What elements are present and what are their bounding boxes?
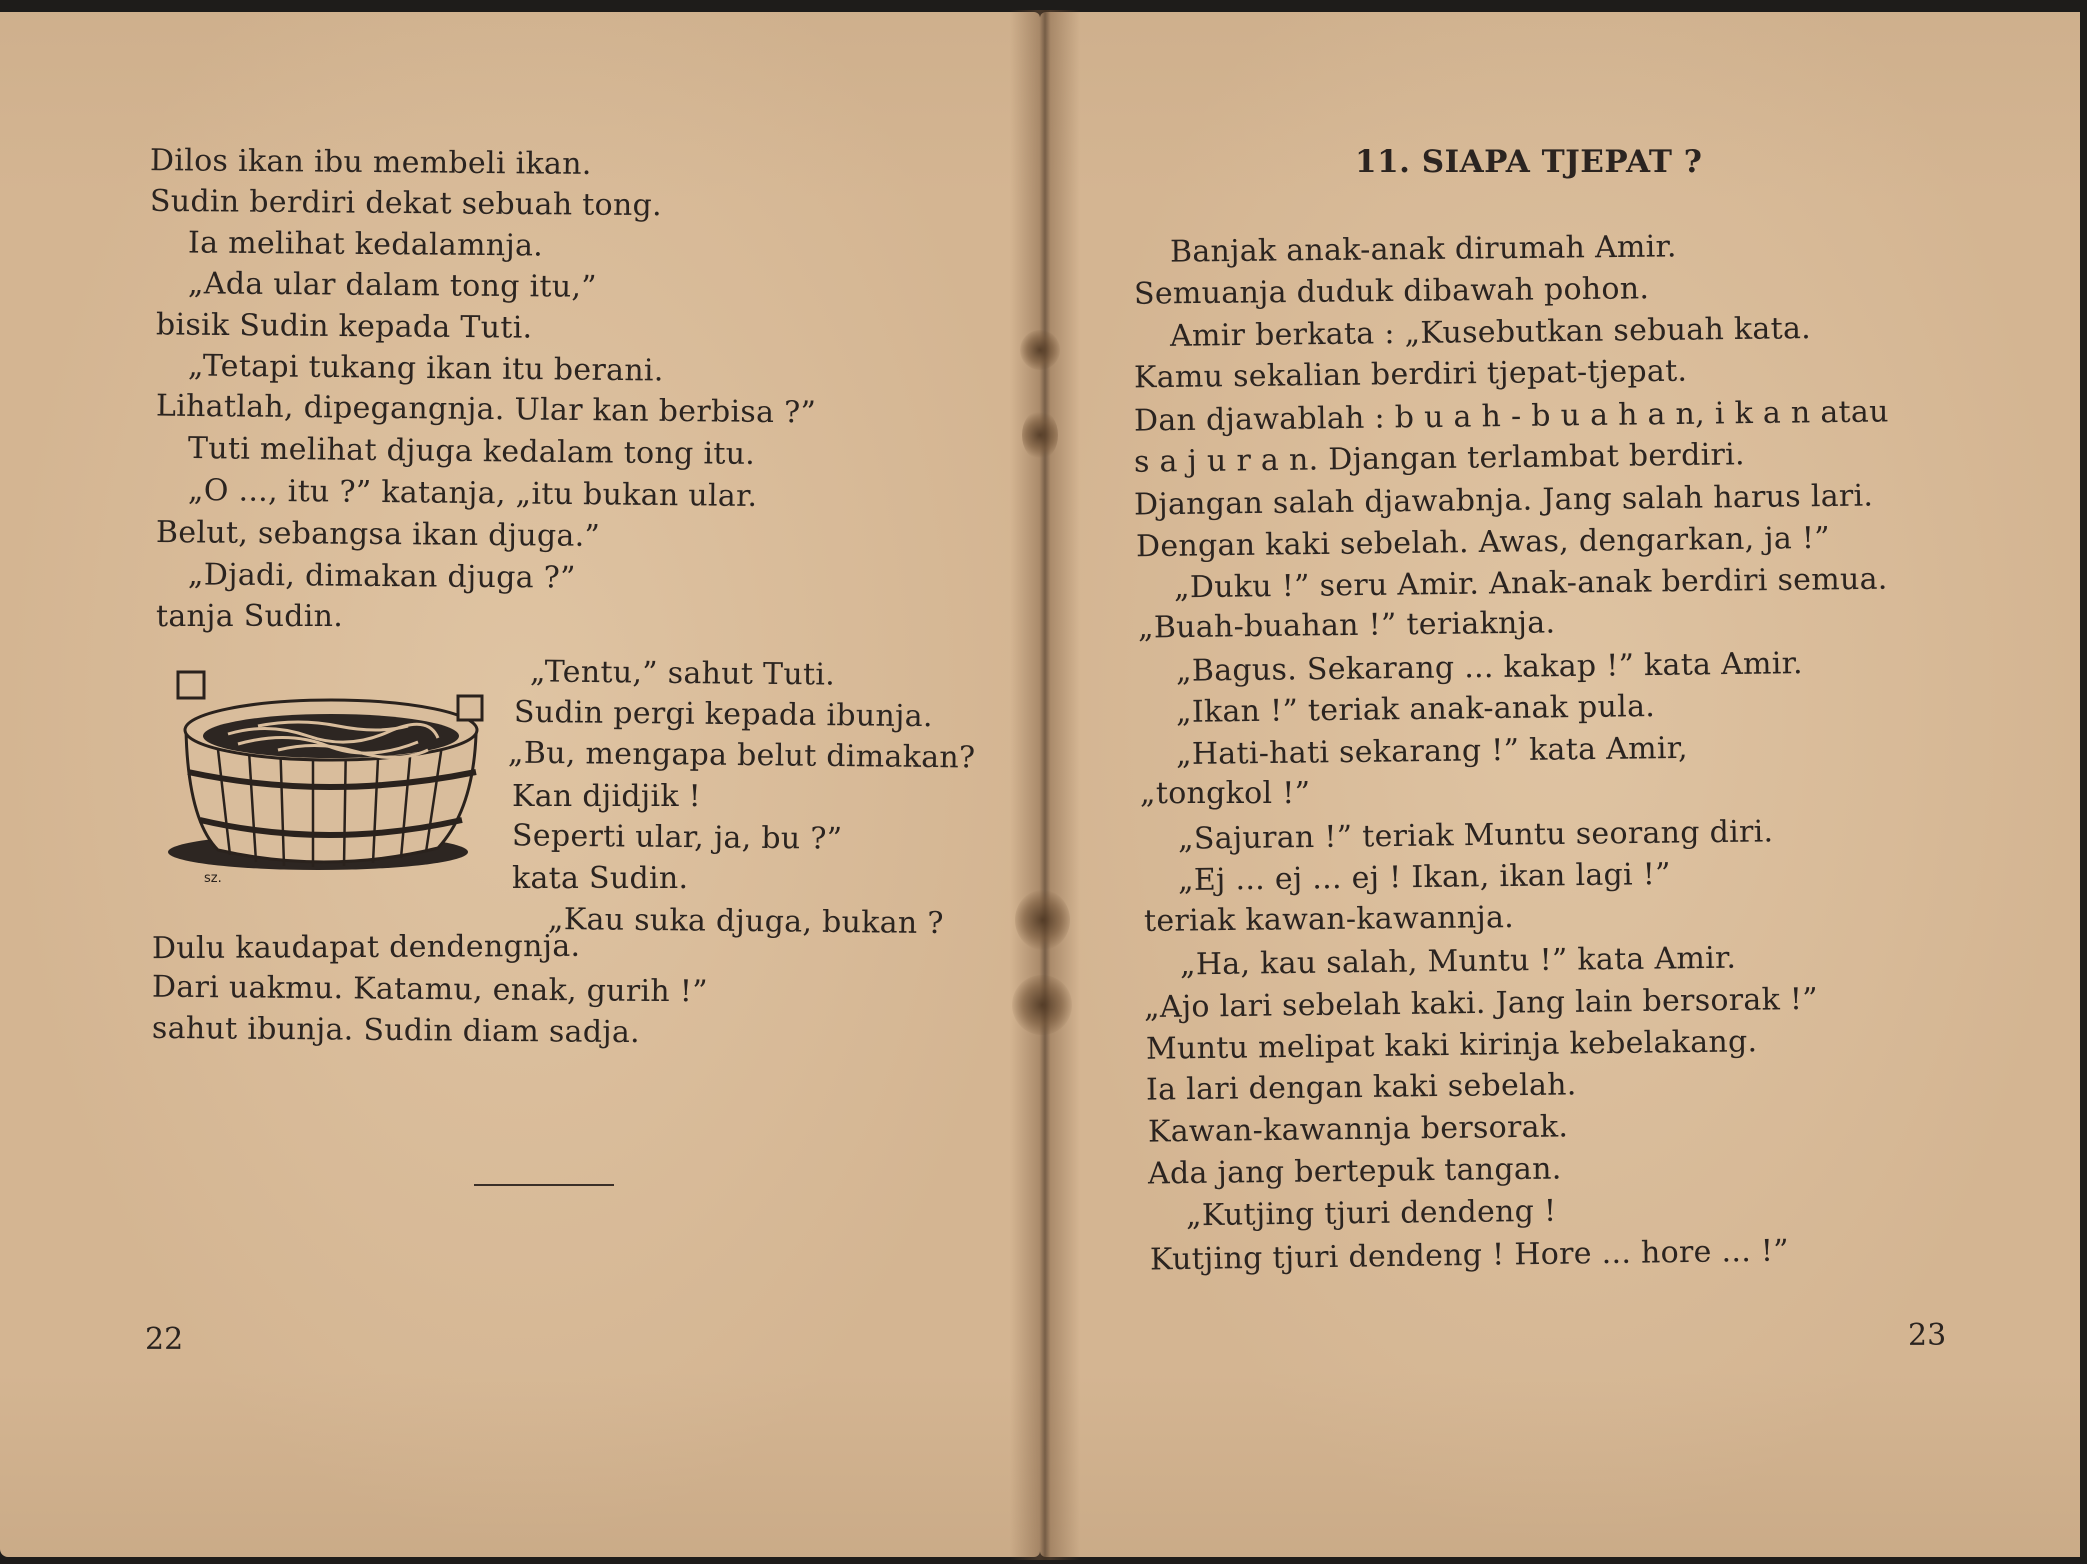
section-rule (474, 1184, 614, 1186)
text-line: „Hati-hati sekarang !” kata Amir, (1175, 730, 1689, 773)
text-line: Dilos ikan ibu membeli ikan. (149, 143, 592, 182)
chapter-title: 11. SIAPA TJEPAT ? (1355, 144, 1703, 180)
text-line: Dari uakmu. Katamu, enak, gurih !” (151, 969, 708, 1010)
text-line: tanja Sudin. (156, 599, 344, 634)
text-line: Lihatlah, dipegangnja. Ular kan berbisa ?” (155, 388, 817, 431)
page-number-right: 23 (1908, 1318, 1947, 1353)
stain-mark (1022, 410, 1058, 460)
text-line: „Ajo lari sebelah kaki. Jang lain bersorak !” (1143, 981, 1819, 1026)
text-line: „O ..., itu ?” katanja, „itu bukan ular. (187, 473, 758, 514)
text-line: Semuanja duduk dibawah pohon. (1133, 271, 1650, 312)
text-line: s a j u r a n. Djangan terlambat berdiri. (1133, 437, 1746, 480)
text-line: Dan djawablah : b u a h - b u a h a n, i k a n atau (1133, 394, 1889, 439)
text-line: Kamu sekalian berdiri tjepat-tjepat. (1133, 353, 1688, 396)
text-line: Dengan kaki sebelah. Awas, dengarkan, ja !” (1135, 520, 1831, 565)
text-line: Djangan salah djawabnja. Jang salah harus lari. (1133, 478, 1874, 523)
text-line: „Tetapi tukang ikan itu berani. (187, 348, 664, 389)
text-line: „Ej ... ej ... ej ! Ikan, ikan lagi !” (1177, 856, 1671, 899)
text-line: „tongkol !” (1140, 776, 1311, 811)
text-line: kata Sudin. (512, 861, 689, 896)
text-line: „Bagus. Sekarang ... kakap !” kata Amir. (1175, 646, 1804, 689)
text-line: Tuti melihat djuga kedalam tong itu. (187, 431, 756, 472)
text-line: „Duku !” seru Amir. Anak-anak berdiri semua. (1173, 561, 1888, 606)
text-line: „Ha, kau salah, Muntu !” kata Amir. (1179, 940, 1737, 983)
text-line: Kan djidjik ! (512, 779, 702, 814)
page-number-left: 22 (145, 1322, 184, 1357)
stain-mark (1012, 975, 1072, 1035)
text-line: „Kau suka djuga, bukan ? (547, 901, 944, 942)
tub-water (203, 714, 459, 758)
text-line: Dulu kaudapat dendengnja. (151, 928, 581, 967)
tub-handle (458, 696, 482, 720)
text-line: „Sajuran !” teriak Muntu seorang diri. (1177, 814, 1774, 857)
text-line: Kutjing tjuri dendeng ! Hore ... hore ... !” (1149, 1233, 1790, 1278)
eel-tub-illustration (158, 660, 503, 900)
stain-mark (1020, 330, 1060, 370)
text-line: Amir berkata : „Kusebutkan sebuah kata. (1169, 311, 1812, 354)
text-line: Belut, sebangsa ikan djuga.” (155, 515, 601, 554)
text-line: Seperti ular, ja, bu ?” (511, 818, 843, 857)
text-line: „Ikan !” teriak anak-anak pula. (1175, 689, 1656, 730)
text-line: „Ada ular dalam tong itu,” (187, 266, 598, 305)
text-line: Ia melihat kedalamnja. (187, 225, 544, 264)
text-line: „Buah-buahan !” teriaknja. (1137, 605, 1556, 646)
text-line: Sudin pergi kepada ibunja. (513, 694, 933, 735)
text-line: „Tentu,” sahut Tuti. (529, 654, 836, 693)
text-line: bisik Sudin kepada Tuti. (155, 307, 533, 346)
tub-handle (178, 672, 204, 698)
text-line: sahut ibunja. Sudin diam sadja. (151, 1010, 641, 1051)
illustration-signature: sz. (204, 871, 222, 886)
text-line: Kawan-kawannja bersorak. (1147, 1109, 1569, 1150)
stain-mark (1015, 890, 1070, 950)
text-line: teriak kawan-kawannja. (1143, 900, 1515, 939)
text-line: „Bu, mengapa belut dimakan? (507, 735, 976, 776)
text-line: Banjak anak-anak dirumah Amir. (1169, 229, 1677, 270)
text-line: „Kutjing tjuri dendeng ! (1185, 1193, 1557, 1234)
text-line: Ia lari dengan kaki sebelah. (1145, 1067, 1577, 1108)
text-line: Muntu melipat kaki kirinja kebelakang. (1145, 1024, 1758, 1067)
book-gutter (1010, 10, 1080, 1560)
text-line: „Djadi, dimakan djuga ?” (187, 557, 576, 596)
text-line: Sudin berdiri dekat sebuah tong. (149, 183, 663, 224)
text-line: Ada jang bertepuk tangan. (1147, 1151, 1562, 1192)
